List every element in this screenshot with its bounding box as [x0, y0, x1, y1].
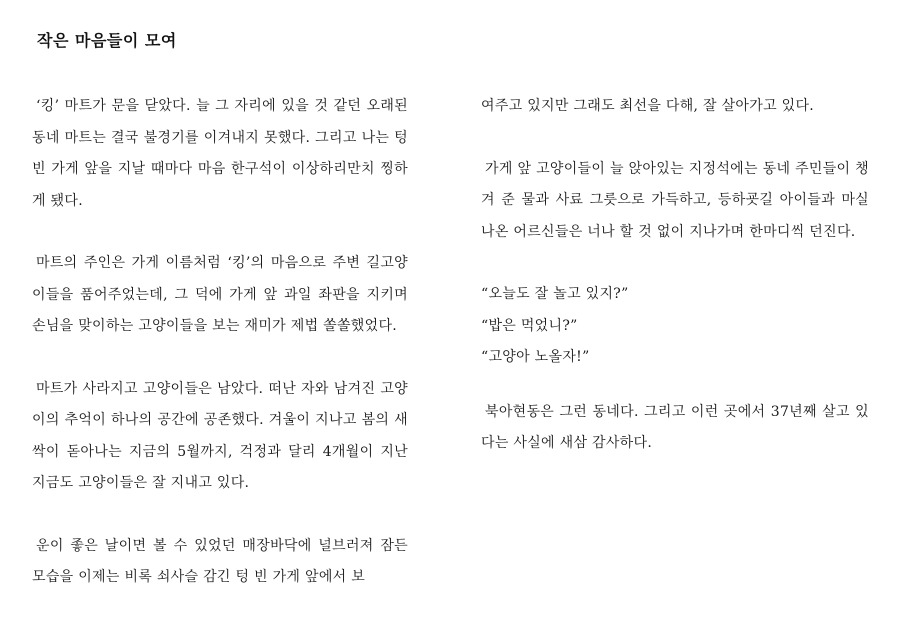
paragraph-2: 마트의 주인은 가게 이름처럼 ‘킹’의 마음으로 주변 길고양이들을 품어주었는데, 그 덕에 가게 앞 과일 좌판을 지키며 손님을 맞이하는 고양이들을 보는 재미가 제법 쏠쏠했었다. — [32, 255, 408, 334]
paragraph-closing: 북아현동은 그런 동네다. 그리고 이런 곳에서 37년째 살고 있다는 사실에 새삼 감사하다. — [481, 403, 869, 451]
paragraph-4: 운이 좋은 날이면 볼 수 있었던 매장바닥에 널브러져 잠든 모습을 이제는 비록 쇠사슬 감긴 텅 빈 가게 앞에서 보 — [32, 537, 408, 585]
quote-1: “오늘도 잘 놀고 있지?” — [481, 286, 629, 302]
right-column — [481, 91, 869, 491]
left-column — [32, 91, 408, 625]
paragraph-3: 마트가 사라지고 고양이들은 남았다. 떠난 자와 남겨진 고양이의 추억이 하나의 공간에 공존했다. 겨울이 지나고 봄의 새싹이 돋아나는 지금의 5월까지, 걱정과 달리 4개월이 지난 지금도 고양이들은 잘 지내고 있다. — [32, 380, 408, 491]
article-title: 작은 마음들이 모여 — [37, 31, 177, 50]
quote-2: “밥은 먹었니?” — [481, 317, 578, 334]
paragraph-1: ‘킹’ 마트가 문을 닫았다. 늘 그 자리에 있을 것 같던 오래된 동네 마트는 결국 불경기를 이겨내지 못했다. 그리고 나는 텅 빈 가게 앞을 지날 때마다 마음 한구석이 이상하리만치 찡하게 됐다. — [32, 98, 408, 209]
quote-3: “고양아 노올자!” — [481, 349, 590, 365]
paragraph-continuation: 여주고 있지만 그래도 최선을 다해, 잘 살아가고 있다. — [481, 98, 815, 114]
paragraph-5: 가게 앞 고양이들이 늘 앉아있는 지정석에는 동네 주민들이 챙겨 준 물과 사료 그릇으로 가득하고, 등하굣길 아이들과 마실 나온 어르신들은 너나 할 것 없이 지나가며 한마디씩 던진다. — [481, 160, 869, 240]
